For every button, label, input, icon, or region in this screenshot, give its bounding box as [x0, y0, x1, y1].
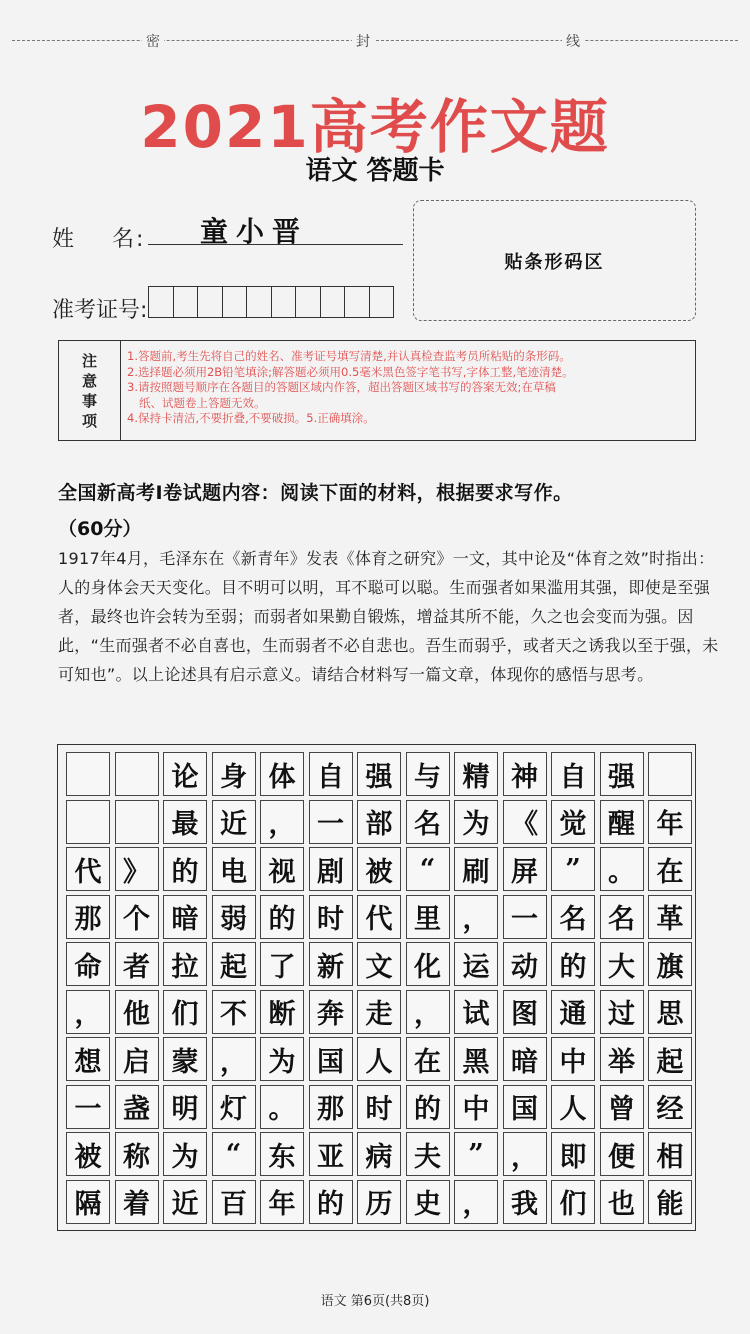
grid-cell[interactable]: 国: [503, 1085, 547, 1129]
grid-cell[interactable]: 病: [357, 1132, 401, 1176]
grid-cell[interactable]: 起: [648, 1037, 692, 1081]
grid-cell[interactable]: [66, 752, 110, 796]
notice-list: [121, 341, 695, 440]
exam-id-digit-box[interactable]: [222, 286, 248, 318]
grid-cell[interactable]: [115, 800, 159, 844]
grid-cell[interactable]: ，: [454, 895, 498, 939]
grid-cell[interactable]: [648, 752, 692, 796]
grid-cell[interactable]: 屏: [503, 847, 547, 891]
grid-cell[interactable]: 一: [503, 895, 547, 939]
grid-cell[interactable]: 了: [260, 942, 304, 986]
notice-box: [58, 340, 696, 441]
page-footer: 语文 第6页(共8页): [320, 1294, 430, 1309]
grid-cell[interactable]: 过: [600, 990, 644, 1034]
grid-cell[interactable]: 在: [406, 1037, 450, 1081]
grid-cell[interactable]: 代: [66, 847, 110, 891]
page-subtitle: 语文 答题卡: [305, 156, 445, 186]
grid-cell[interactable]: 的: [260, 895, 304, 939]
grid-cell[interactable]: 神: [503, 752, 547, 796]
exam-id-digit-box[interactable]: [173, 286, 199, 318]
grid-cell[interactable]: 新: [309, 942, 353, 986]
grid-cell[interactable]: 历: [357, 1180, 401, 1224]
notice-item: 3.请按照题号顺序在各题目的答题区域内作答，超出答题区域书写的答案无效;在草稿: [127, 380, 556, 394]
grid-cell[interactable]: 里: [406, 895, 450, 939]
grid-cell[interactable]: 称: [115, 1132, 159, 1176]
grid-cell[interactable]: 不: [212, 990, 256, 1034]
seal-char-mi: 密: [142, 31, 164, 51]
grid-cell[interactable]: 举: [600, 1037, 644, 1081]
seal-line: [12, 40, 738, 41]
grid-cell[interactable]: 为: [454, 800, 498, 844]
grid-cell[interactable]: 一: [66, 1085, 110, 1129]
barcode-area: 贴条形码区: [413, 200, 696, 321]
grid-cell[interactable]: ，: [66, 990, 110, 1034]
grid-cell[interactable]: ”: [551, 847, 595, 891]
seal-char-feng: 封: [352, 31, 374, 51]
grid-cell[interactable]: 自: [309, 752, 353, 796]
question-heading: 全国新高考Ⅰ卷试题内容：阅读下面的材料，根据要求写作。: [58, 482, 573, 504]
answer-grid[interactable]: [66, 752, 692, 1224]
notice-item: 2.选择题必须用2B铅笔填涂;解答题必须用0.5毫米黑色签字笔书写,字体工整,笔迹清楚。: [127, 364, 574, 379]
grid-cell[interactable]: 暗: [163, 895, 207, 939]
grid-cell[interactable]: 启: [115, 1037, 159, 1081]
grid-cell[interactable]: 能: [648, 1180, 692, 1224]
grid-cell[interactable]: 精: [454, 752, 498, 796]
grid-cell[interactable]: ，: [503, 1132, 547, 1176]
grid-cell[interactable]: 《: [503, 800, 547, 844]
grid-cell[interactable]: ”: [454, 1132, 498, 1176]
grid-cell[interactable]: ，: [212, 1037, 256, 1081]
exam-id-label: 准考证号:: [52, 298, 148, 323]
grid-cell[interactable]: 盏: [115, 1085, 159, 1129]
grid-cell[interactable]: 年: [260, 1180, 304, 1224]
grid-cell[interactable]: 国: [309, 1037, 353, 1081]
answer-grid-frame: [57, 744, 696, 1231]
grid-cell[interactable]: 通: [551, 990, 595, 1034]
grid-cell[interactable]: 大: [600, 942, 644, 986]
question-material: 1917年4月，毛泽东在《新青年》发表《体育之研究》一文，其中论及“体育之效”时指出：人的身体会天天变化。目不明可以明，耳不聪可以聪。生而强者如果滥用其强，即使是至强者，最终也许会转为至弱；而弱者如果勤自锻炼，增益其所不能，久之也会变而为强。因此，“生而强者不必自喜也，生而弱者不必自悲也。吾生而弱乎，或者天之诱我以至于强，未可知也”。以上论述具有启示意义。请结合材料写一篇文章，体现你的感悟与思考。: [58, 549, 719, 684]
grid-cell[interactable]: 史: [406, 1180, 450, 1224]
grid-cell[interactable]: “: [212, 1132, 256, 1176]
grid-cell[interactable]: 便: [600, 1132, 644, 1176]
grid-cell[interactable]: 他: [115, 990, 159, 1034]
grid-cell[interactable]: 近: [163, 1180, 207, 1224]
grid-cell[interactable]: 名: [600, 895, 644, 939]
grid-cell[interactable]: 视: [260, 847, 304, 891]
grid-cell[interactable]: 百: [212, 1180, 256, 1224]
grid-cell[interactable]: 那: [66, 895, 110, 939]
grid-cell[interactable]: 人: [551, 1085, 595, 1129]
grid-cell[interactable]: 着: [115, 1180, 159, 1224]
grid-cell[interactable]: 名: [551, 895, 595, 939]
grid-cell[interactable]: 亚: [309, 1132, 353, 1176]
grid-cell[interactable]: 文: [357, 942, 401, 986]
exam-id-digit-box[interactable]: [271, 286, 297, 318]
grid-cell[interactable]: 奔: [309, 990, 353, 1034]
grid-cell[interactable]: 论: [163, 752, 207, 796]
grid-cell[interactable]: 时: [357, 1085, 401, 1129]
exam-id-field[interactable]: [148, 286, 393, 318]
exam-id-digit-box[interactable]: [295, 286, 321, 318]
grid-cell[interactable]: 为: [163, 1132, 207, 1176]
grid-cell[interactable]: 年: [648, 800, 692, 844]
grid-cell[interactable]: 电: [212, 847, 256, 891]
grid-cell[interactable]: 中: [551, 1037, 595, 1081]
grid-cell[interactable]: 的: [309, 1180, 353, 1224]
grid-cell[interactable]: 暗: [503, 1037, 547, 1081]
grid-cell[interactable]: 被: [66, 1132, 110, 1176]
grid-cell[interactable]: 起: [212, 942, 256, 986]
grid-cell[interactable]: 黑: [454, 1037, 498, 1081]
page-title: 2021高考作文题: [140, 93, 610, 161]
name-label: 姓 名:: [52, 227, 146, 252]
grid-cell[interactable]: 剧: [309, 847, 353, 891]
exam-id-digit-box[interactable]: [320, 286, 346, 318]
grid-cell[interactable]: 者: [115, 942, 159, 986]
grid-cell[interactable]: 弱: [212, 895, 256, 939]
grid-cell[interactable]: 醒: [600, 800, 644, 844]
exam-id-digit-box[interactable]: [369, 286, 395, 318]
grid-cell[interactable]: “: [406, 847, 450, 891]
notice-heading-char: 意: [81, 371, 97, 390]
grid-cell[interactable]: 被: [357, 847, 401, 891]
grid-cell[interactable]: 时: [309, 895, 353, 939]
grid-cell[interactable]: 命: [66, 942, 110, 986]
grid-cell[interactable]: 蒙: [163, 1037, 207, 1081]
notice-item: 4.保持卡清洁,不要折叠,不要破损。5.正确填涂。: [127, 411, 375, 425]
grid-cell[interactable]: 体: [260, 752, 304, 796]
grid-cell[interactable]: ，: [260, 800, 304, 844]
grid-cell[interactable]: 们: [163, 990, 207, 1034]
grid-cell[interactable]: 隔: [66, 1180, 110, 1224]
grid-cell[interactable]: 的: [406, 1085, 450, 1129]
grid-cell[interactable]: ，: [406, 990, 450, 1034]
grid-cell[interactable]: 为: [260, 1037, 304, 1081]
notice-heading-char: 项: [81, 411, 97, 430]
grid-cell[interactable]: 代: [357, 895, 401, 939]
grid-cell[interactable]: 夫: [406, 1132, 450, 1176]
grid-cell[interactable]: 自: [551, 752, 595, 796]
grid-cell[interactable]: 试: [454, 990, 498, 1034]
grid-cell[interactable]: 最: [163, 800, 207, 844]
grid-cell[interactable]: 在: [648, 847, 692, 891]
grid-cell[interactable]: 即: [551, 1132, 595, 1176]
notice-heading-char: 事: [81, 391, 97, 410]
exam-id-digit-box[interactable]: [148, 286, 174, 318]
name-field[interactable]: 童小晋: [200, 215, 309, 248]
grid-cell[interactable]: ，: [454, 1180, 498, 1224]
grid-cell[interactable]: 思: [648, 990, 692, 1034]
grid-cell[interactable]: 运: [454, 942, 498, 986]
notice-heading: [59, 341, 121, 440]
exam-id-digit-box[interactable]: [344, 286, 370, 318]
seal-char-xian: 线: [562, 31, 584, 51]
grid-cell[interactable]: 相: [648, 1132, 692, 1176]
grid-cell[interactable]: 》: [115, 847, 159, 891]
grid-cell[interactable]: 的: [551, 942, 595, 986]
notice-item: 1.答题前,考生先将自己的姓名、准考证号填写清楚,并认真检查监考员所粘贴的条形码。: [127, 349, 571, 363]
grid-cell[interactable]: 曾: [600, 1085, 644, 1129]
grid-cell[interactable]: [66, 800, 110, 844]
grid-cell[interactable]: 一: [309, 800, 353, 844]
grid-cell[interactable]: 名: [406, 800, 450, 844]
grid-cell[interactable]: 化: [406, 942, 450, 986]
grid-cell[interactable]: 图: [503, 990, 547, 1034]
grid-cell[interactable]: 灯: [212, 1085, 256, 1129]
grid-cell[interactable]: 人: [357, 1037, 401, 1081]
grid-cell[interactable]: 东: [260, 1132, 304, 1176]
grid-cell[interactable]: 拉: [163, 942, 207, 986]
grid-cell[interactable]: 的: [163, 847, 207, 891]
grid-cell[interactable]: 断: [260, 990, 304, 1034]
grid-cell[interactable]: 我: [503, 1180, 547, 1224]
grid-cell[interactable]: 。: [600, 847, 644, 891]
notice-item: 纸、试题卷上答题无效。: [139, 395, 266, 410]
question-score: （60分）: [58, 518, 142, 540]
grid-cell[interactable]: 强: [600, 752, 644, 796]
grid-cell[interactable]: 觉: [551, 800, 595, 844]
grid-cell[interactable]: 与: [406, 752, 450, 796]
exam-id-digit-box[interactable]: [197, 286, 223, 318]
grid-cell[interactable]: 刷: [454, 847, 498, 891]
grid-cell[interactable]: [115, 752, 159, 796]
exam-id-digit-box[interactable]: [246, 286, 272, 318]
grid-cell[interactable]: 部: [357, 800, 401, 844]
grid-cell[interactable]: 明: [163, 1085, 207, 1129]
grid-cell[interactable]: 想: [66, 1037, 110, 1081]
grid-cell[interactable]: 那: [309, 1085, 353, 1129]
grid-cell[interactable]: 也: [600, 1180, 644, 1224]
notice-heading-char: 注: [81, 351, 97, 370]
grid-cell[interactable]: 革: [648, 895, 692, 939]
grid-cell[interactable]: 中: [454, 1085, 498, 1129]
grid-cell[interactable]: 走: [357, 990, 401, 1034]
grid-cell[interactable]: 动: [503, 942, 547, 986]
grid-cell[interactable]: 身: [212, 752, 256, 796]
grid-cell[interactable]: 。: [260, 1085, 304, 1129]
grid-cell[interactable]: 们: [551, 1180, 595, 1224]
grid-cell[interactable]: 近: [212, 800, 256, 844]
grid-cell[interactable]: 旗: [648, 942, 692, 986]
grid-cell[interactable]: 强: [357, 752, 401, 796]
grid-cell[interactable]: 个: [115, 895, 159, 939]
grid-cell[interactable]: 经: [648, 1085, 692, 1129]
